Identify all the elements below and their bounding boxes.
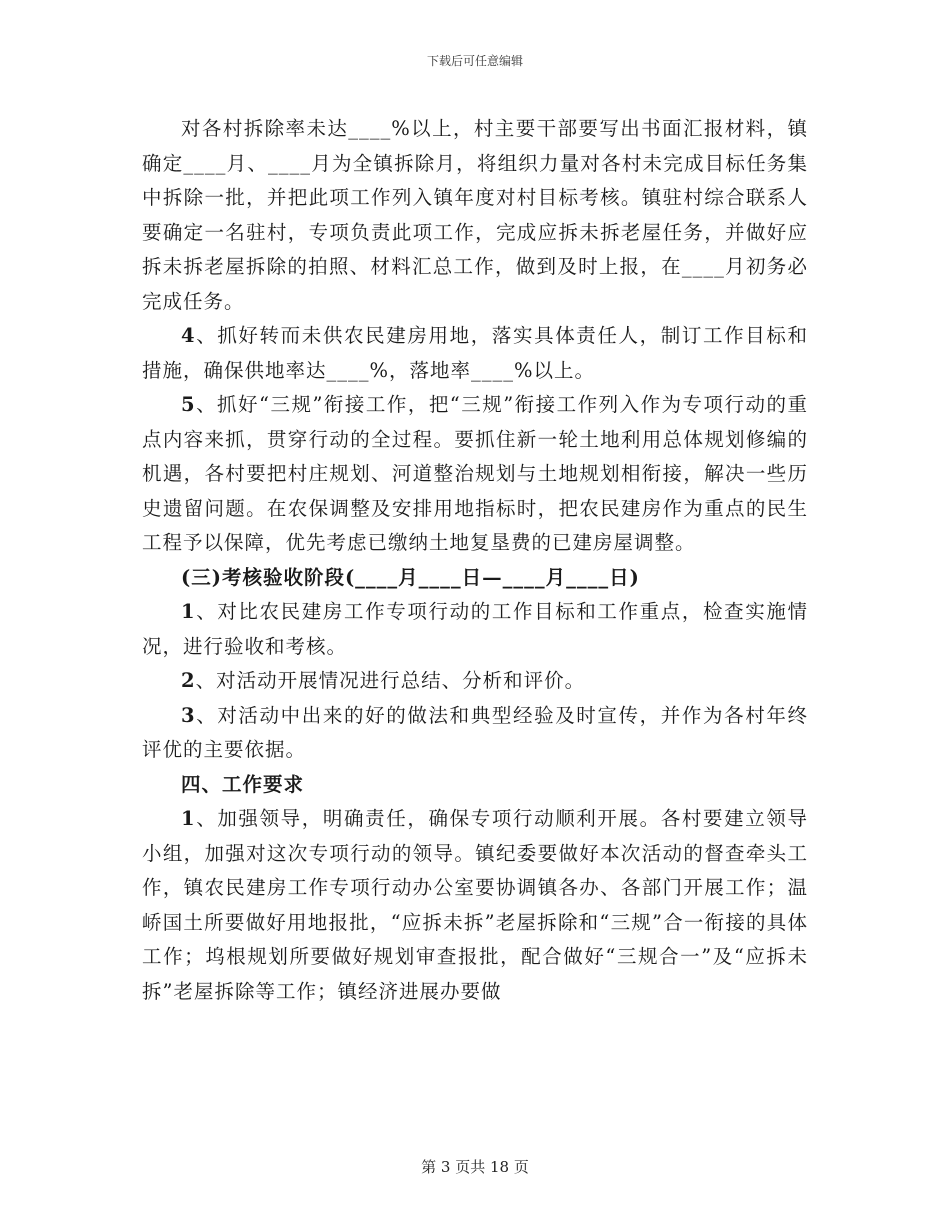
page-footer: 第 3 页共 18 页	[421, 1158, 529, 1176]
item-number: 5	[181, 393, 196, 416]
paragraph-assessment-2	[142, 664, 808, 699]
section-heading-assessment: (三)考核验收阶段(____月____日—____月____日)	[181, 565, 640, 589]
paragraph-item-4	[142, 319, 808, 388]
paragraph-text: 、抓好“三规”衔接工作，把“三规”衔接工作列入作为专项行动的重点内容来抓，贯穿行动的全过程。要抓住新一轮土地利用总体规划修编的机遇，各村要把村庄规划、河道整治规划与土地规划相衔接，解决一些历史遗留问题。在农保调整及安排用地指标时，把农民建房作为重点的民生工程予以保障，优先考虑已缴纳土地复垦费的已建房屋调整。	[142, 393, 808, 554]
section-heading-requirements: 四、工作要求	[181, 772, 305, 796]
paragraph-text: 、抓好转而未供农民建房用地，落实具体责任人，制订工作目标和措施，确保供地率达____%，落地率____%以上。	[142, 324, 808, 382]
page-header: 下载后可任意编辑	[426, 54, 523, 68]
paragraph-demolition-rate: 对各村拆除率未达____%以上，村主要干部要写出书面汇报材料，镇确定____月、____月为全镇拆除月，将组织力量对各村未完成目标任务集中拆除一批，并把此项工作列入镇年度对村目标考核。镇驻村综合联系人要确定一名驻村，专项负责此项工作，完成应拆未拆老屋任务，并做好应拆未拆老屋拆除的拍照、材料汇总工作，做到及时上报，在____月初务必完成任务。	[142, 117, 808, 313]
paragraph-text: 、对活动中出来的好的做法和典型经验及时宣传，并作为各村年终评优的主要依据。	[142, 703, 808, 761]
paragraph-assessment-1	[142, 595, 808, 664]
paragraph-requirement-1	[142, 802, 808, 1009]
paragraph-text: 、对活动开展情况进行总结、分析和评价。	[195, 669, 586, 692]
paragraph-text: 、对比农民建房工作专项行动的工作目标和工作重点，检查实施情况，进行验收和考核。	[142, 600, 808, 658]
paragraph-assessment-3	[142, 699, 808, 768]
item-number: 1	[181, 600, 196, 623]
document-body	[142, 112, 808, 1009]
item-number: 1	[181, 807, 196, 830]
item-number: 4	[181, 324, 196, 347]
item-number: 3	[181, 703, 196, 727]
paragraph-item-5	[142, 388, 808, 561]
item-number: 2	[181, 669, 196, 692]
paragraph-text: 、加强领导，明确责任，确保专项行动顺利开展。各村要建立领导小组，加强对这次专项行动的领导。镇纪委要做好本次活动的督查牵头工作，镇农民建房工作专项行动办公室要协调镇各办、各部门开展工作；温峤国土所要做好用地报批，“应拆未拆”老屋拆除和“三规”合一衔接的具体工作；坞根规划所要做好规划审查报批，配合做好“三规合一”及“应拆未拆”老屋拆除等工作；镇经济进展办要做	[142, 807, 808, 1003]
